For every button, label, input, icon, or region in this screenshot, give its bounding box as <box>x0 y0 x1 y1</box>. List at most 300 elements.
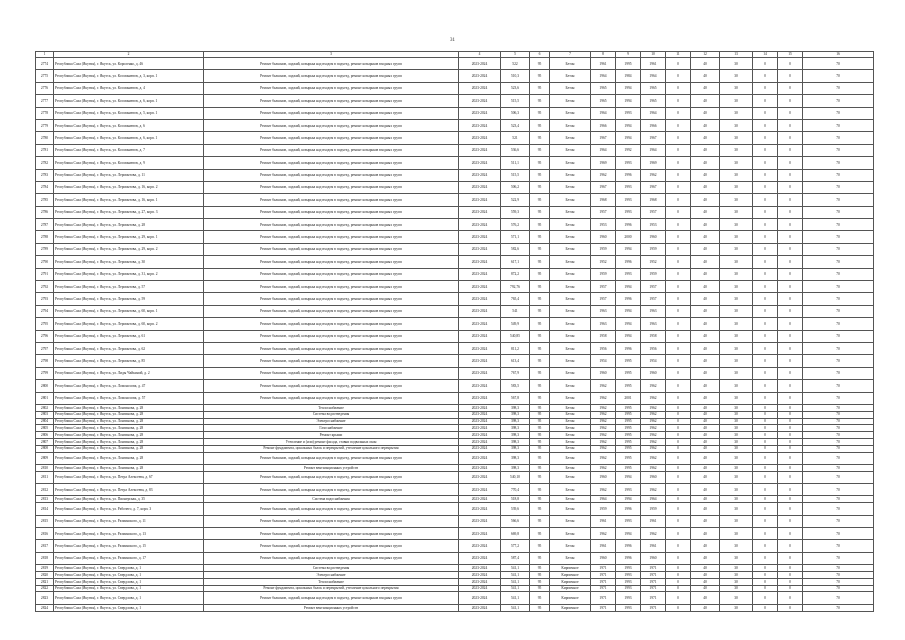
address-cell: Республика Саха (Якутия), г. Якутск, ул. Лонгинова, д. 28 <box>54 438 204 445</box>
total-cell: 70 <box>803 194 874 206</box>
year-cell: 1964 <box>641 70 666 82</box>
value-cell: 40 <box>691 318 720 330</box>
column-header: 8 <box>591 52 616 58</box>
year-last-repair-cell: 1993 <box>616 585 641 592</box>
year-last-repair-cell: 2001 <box>616 392 641 404</box>
area-cell: 549,9 <box>501 318 530 330</box>
value-cell: 0 <box>778 144 803 156</box>
year-cell: 1969 <box>641 157 666 169</box>
work-type-cell: Ремонт балконов, лоджий, козырька над входом в подъезд, ремонт козырьков входных групп <box>204 592 459 604</box>
value-cell: 95 <box>530 194 550 206</box>
year-last-repair-cell: 1993 <box>616 206 641 218</box>
address-cell: Республика Саха (Якутия), г. Якутск, ул. Лонгинова, д. 28 <box>54 464 204 471</box>
wall-material-cell: Бетон <box>550 256 591 268</box>
wall-material-cell: Бетон <box>550 425 591 432</box>
year-last-repair-cell: 1995 <box>616 452 641 464</box>
wall-material-cell: Бетон <box>550 206 591 218</box>
period-cell: 2023-2024 <box>459 342 501 354</box>
year-built-cell: 1971 <box>591 585 616 592</box>
year-built-cell: 1962 <box>591 425 616 432</box>
address-cell: Республика Саха (Якутия), г. Якутск, ул. Лермонтова, д. 29, корп. 1 <box>54 231 204 243</box>
value-cell: 0 <box>778 330 803 342</box>
value-cell: 40 <box>691 496 720 503</box>
total-cell: 70 <box>803 293 874 305</box>
area-cell: 617,1 <box>501 256 530 268</box>
row-number-cell: 2819 <box>36 565 54 572</box>
value-cell: 30 <box>720 565 753 572</box>
value-cell: 40 <box>691 119 720 131</box>
address-cell: Республика Саха (Якутия), г. Якутск, ул. Разминского, д. 17 <box>54 552 204 564</box>
row-number-cell: 2811 <box>36 471 54 483</box>
wall-material-cell: Кирпичное <box>550 565 591 572</box>
work-type-cell: Ремонт балконов, лоджий, козырька над входом в подъезд, ремонт козырьков входных групп <box>204 484 459 496</box>
table-row <box>36 330 874 342</box>
value-cell: 0 <box>753 432 778 439</box>
address-cell: Республика Саха (Якутия), г. Якутск, ул. Лермонтова, д. 29, корп. 2 <box>54 243 204 255</box>
address-cell: Республика Саха (Якутия), г. Якутск, ул. Лермонтова, д. 60, корп. 1 <box>54 305 204 317</box>
value-cell: 95 <box>530 484 550 496</box>
period-cell: 2023-2024 <box>459 268 501 280</box>
year-last-repair-cell: 1994 <box>616 471 641 483</box>
total-cell: 70 <box>803 432 874 439</box>
value-cell: 0 <box>778 231 803 243</box>
value-cell: 0 <box>666 540 691 552</box>
value-cell: 30 <box>720 144 753 156</box>
value-cell: 0 <box>778 293 803 305</box>
work-type-cell: Утепление и (или) ремонт фасада, ставни подвальных окон <box>204 438 459 445</box>
area-cell: 523,6 <box>501 82 530 94</box>
address-cell: Республика Саха (Якутия), г. Якутск, ул. Петра Алексеева, д. 67 <box>54 471 204 483</box>
value-cell: 40 <box>691 592 720 604</box>
total-cell: 70 <box>803 404 874 411</box>
address-cell: Республика Саха (Якутия), г. Якутск, ул. Космонавтов, д. 6, корп. 1 <box>54 95 204 107</box>
period-cell: 2023-2024 <box>459 432 501 439</box>
work-type-cell: Теплоснабжение <box>204 404 459 411</box>
value-cell: 0 <box>666 243 691 255</box>
row-number-cell: 2824 <box>36 604 54 611</box>
value-cell: 40 <box>691 411 720 418</box>
value-cell: 40 <box>691 305 720 317</box>
value-cell: 0 <box>666 144 691 156</box>
year-cell: 1962 <box>641 418 666 425</box>
value-cell: 95 <box>530 132 550 144</box>
work-type-cell: Ремонт балконов, лоджий, козырька над входом в подъезд, ремонт козырьков входных групп <box>204 318 459 330</box>
table-row <box>36 318 874 330</box>
year-last-repair-cell: 1996 <box>616 293 641 305</box>
value-cell: 30 <box>720 528 753 540</box>
address-cell: Республика Саха (Якутия), г. Якутск, ул. Космонавтов, д. 9 <box>54 157 204 169</box>
value-cell: 40 <box>691 82 720 94</box>
value-cell: 0 <box>753 418 778 425</box>
year-built-cell: 1959 <box>591 243 616 255</box>
total-cell: 70 <box>803 231 874 243</box>
year-built-cell: 1963 <box>591 318 616 330</box>
work-type-cell: Ремонт балконов, лоджий, козырька над входом в подъезд, ремонт козырьков входных групп <box>204 107 459 119</box>
value-cell: 0 <box>666 578 691 585</box>
value-cell: 0 <box>753 411 778 418</box>
period-cell: 2023-2024 <box>459 82 501 94</box>
year-last-repair-cell: 1993 <box>616 578 641 585</box>
value-cell: 30 <box>720 438 753 445</box>
area-cell: 541,1 <box>501 604 530 611</box>
value-cell: 0 <box>753 515 778 527</box>
value-cell: 0 <box>666 471 691 483</box>
value-cell: 0 <box>753 604 778 611</box>
year-cell: 1959 <box>641 503 666 515</box>
work-type-cell: Ремонт балконов, лоджий, козырька над входом в подъезд, ремонт козырьков входных групп <box>204 157 459 169</box>
year-cell: 1960 <box>641 231 666 243</box>
table-row <box>36 157 874 169</box>
table-row <box>36 484 874 496</box>
value-cell: 0 <box>778 119 803 131</box>
value-cell: 30 <box>720 318 753 330</box>
value-cell: 95 <box>530 452 550 464</box>
table-row <box>36 452 874 464</box>
period-cell: 2023-2024 <box>459 540 501 552</box>
period-cell: 2023-2024 <box>459 206 501 218</box>
value-cell: 30 <box>720 496 753 503</box>
year-cell: 1962 <box>641 484 666 496</box>
value-cell: 95 <box>530 107 550 119</box>
address-cell: Республика Саха (Якутия), г. Якутск, ул. Разминского, д. 11 <box>54 515 204 527</box>
row-number-cell: 2804 <box>36 418 54 425</box>
year-cell: 1968 <box>641 194 666 206</box>
year-built-cell: 1971 <box>591 578 616 585</box>
value-cell: 0 <box>753 132 778 144</box>
work-type-cell: Система водоснабжения <box>204 496 459 503</box>
wall-material-cell: Бетон <box>550 169 591 181</box>
area-cell: 518,8 <box>501 496 530 503</box>
value-cell: 0 <box>753 268 778 280</box>
value-cell: 95 <box>530 144 550 156</box>
wall-material-cell: Бетон <box>550 552 591 564</box>
row-number-cell: 2786 <box>36 206 54 218</box>
period-cell: 2023-2024 <box>459 293 501 305</box>
address-cell: Республика Саха (Якутия), г. Якутск, ул. Лермонтова, д. 28 <box>54 219 204 231</box>
address-cell: Республика Саха (Якутия), г. Якутск, ул. Ломоносова, д. 57 <box>54 392 204 404</box>
area-cell: 811,2 <box>501 342 530 354</box>
wall-material-cell: Бетон <box>550 471 591 483</box>
value-cell: 0 <box>666 515 691 527</box>
value-cell: 40 <box>691 342 720 354</box>
year-cell: 1971 <box>641 572 666 579</box>
row-number-cell: 2822 <box>36 585 54 592</box>
value-cell: 95 <box>530 565 550 572</box>
value-cell: 40 <box>691 243 720 255</box>
column-header: 3 <box>204 52 459 58</box>
value-cell: 30 <box>720 330 753 342</box>
value-cell: 0 <box>753 565 778 572</box>
area-cell: 398,3 <box>501 445 530 452</box>
year-built-cell: 1952 <box>591 256 616 268</box>
address-cell: Республика Саха (Якутия), г. Якутск, ул. Космонавтов, д. 7 <box>54 144 204 156</box>
year-built-cell: 1962 <box>591 445 616 452</box>
row-number-cell: 2784 <box>36 181 54 193</box>
row-number-cell: 2799 <box>36 367 54 379</box>
period-cell: 2023-2024 <box>459 305 501 317</box>
row-number-cell: 2788 <box>36 231 54 243</box>
year-built-cell: 1962 <box>591 392 616 404</box>
address-cell: Республика Саха (Якутия), г. Якутск, ул. Свердлова, д. 1 <box>54 585 204 592</box>
value-cell: 30 <box>720 503 753 515</box>
row-number-cell: 2807 <box>36 438 54 445</box>
value-cell: 0 <box>666 281 691 293</box>
value-cell: 30 <box>720 119 753 131</box>
area-cell: 541,1 <box>501 565 530 572</box>
address-cell: Республика Саха (Якутия), г. Якутск, ул. Космонавтов, д. 3, корп. 1 <box>54 70 204 82</box>
row-number-cell: 2808 <box>36 445 54 452</box>
value-cell: 0 <box>778 565 803 572</box>
wall-material-cell: Бетон <box>550 540 591 552</box>
year-built-cell: 1962 <box>591 404 616 411</box>
table-row <box>36 367 874 379</box>
value-cell: 0 <box>666 318 691 330</box>
year-last-repair-cell: 1993 <box>616 484 641 496</box>
value-cell: 95 <box>530 540 550 552</box>
value-cell: 40 <box>691 107 720 119</box>
total-cell: 70 <box>803 464 874 471</box>
value-cell: 0 <box>778 592 803 604</box>
column-header: 10 <box>641 52 666 58</box>
wall-material-cell: Бетон <box>550 82 591 94</box>
value-cell: 0 <box>666 194 691 206</box>
table-row <box>36 119 874 131</box>
address-cell: Республика Саха (Якутия), г. Якутск, ул. Лонгинова, д. 28 <box>54 404 204 411</box>
wall-material-cell: Кирпичное <box>550 604 591 611</box>
year-last-repair-cell: 1994 <box>616 281 641 293</box>
table-row <box>36 243 874 255</box>
total-cell: 70 <box>803 418 874 425</box>
year-built-cell: 1966 <box>591 119 616 131</box>
year-last-repair-cell: 2000 <box>616 231 641 243</box>
value-cell: 0 <box>666 425 691 432</box>
value-cell: 0 <box>753 540 778 552</box>
year-built-cell: 1964 <box>591 144 616 156</box>
wall-material-cell: Бетон <box>550 305 591 317</box>
value-cell: 40 <box>691 95 720 107</box>
value-cell: 0 <box>778 471 803 483</box>
year-last-repair-cell: 1995 <box>616 380 641 392</box>
value-cell: 30 <box>720 484 753 496</box>
value-cell: 40 <box>691 293 720 305</box>
value-cell: 0 <box>753 484 778 496</box>
value-cell: 0 <box>778 318 803 330</box>
column-header: 6 <box>530 52 550 58</box>
value-cell: 40 <box>691 392 720 404</box>
value-cell: 0 <box>778 552 803 564</box>
area-cell: 571,1 <box>501 231 530 243</box>
value-cell: 30 <box>720 432 753 439</box>
value-cell: 30 <box>720 445 753 452</box>
value-cell: 0 <box>666 565 691 572</box>
value-cell: 30 <box>720 219 753 231</box>
year-built-cell: 1962 <box>591 464 616 471</box>
value-cell: 0 <box>753 243 778 255</box>
area-cell: 515,5 <box>501 169 530 181</box>
value-cell: 40 <box>691 572 720 579</box>
year-cell: 1962 <box>641 411 666 418</box>
year-built-cell: 1957 <box>591 293 616 305</box>
wall-material-cell: Бетон <box>550 293 591 305</box>
address-cell: Республика Саха (Якутия), г. Якутск, ул. Свердлова, д. 1 <box>54 578 204 585</box>
total-cell: 70 <box>803 496 874 503</box>
value-cell: 40 <box>691 585 720 592</box>
year-last-repair-cell: 1994 <box>616 496 641 503</box>
value-cell: 0 <box>753 305 778 317</box>
address-cell: Республика Саха (Якутия), г. Якутск, ул. Лонгинова, д. 28 <box>54 445 204 452</box>
period-cell: 2023-2024 <box>459 181 501 193</box>
total-cell: 70 <box>803 281 874 293</box>
period-cell: 2023-2024 <box>459 496 501 503</box>
wall-material-cell: Бетон <box>550 418 591 425</box>
address-cell: Республика Саха (Якутия), г. Якутск, ул. Космонавтов, д. 6, корп. 1 <box>54 132 204 144</box>
year-cell: 1957 <box>641 293 666 305</box>
value-cell: 40 <box>691 438 720 445</box>
value-cell: 95 <box>530 268 550 280</box>
table-row <box>36 496 874 503</box>
table-row <box>36 194 874 206</box>
year-cell: 1962 <box>641 445 666 452</box>
value-cell: 30 <box>720 82 753 94</box>
year-built-cell: 1965 <box>591 82 616 94</box>
area-cell: 398,3 <box>501 404 530 411</box>
value-cell: 0 <box>778 540 803 552</box>
column-header: 14 <box>753 52 778 58</box>
value-cell: 95 <box>530 58 550 70</box>
value-cell: 0 <box>666 464 691 471</box>
wall-material-cell: Кирпичное <box>550 585 591 592</box>
value-cell: 95 <box>530 256 550 268</box>
value-cell: 30 <box>720 169 753 181</box>
work-type-cell: Ремонт балконов, лоджий, козырька над входом в подъезд, ремонт козырьков входных групп <box>204 219 459 231</box>
year-built-cell: 1962 <box>591 169 616 181</box>
year-last-repair-cell: 1994 <box>616 119 641 131</box>
year-cell: 1971 <box>641 604 666 611</box>
row-number-cell: 2806 <box>36 432 54 439</box>
address-cell: Республика Саха (Якутия), г. Якутск, ул. Лермонтова, д. 62 <box>54 342 204 354</box>
area-cell: 398,3 <box>501 425 530 432</box>
total-cell: 70 <box>803 256 874 268</box>
column-header: 1 <box>36 52 54 58</box>
value-cell: 0 <box>666 585 691 592</box>
period-cell: 2023-2024 <box>459 231 501 243</box>
value-cell: 0 <box>666 95 691 107</box>
row-number-cell: 2796 <box>36 330 54 342</box>
address-cell: Республика Саха (Якутия), г. Якутск, ул. Лермонтова, д. 30 <box>54 256 204 268</box>
value-cell: 0 <box>778 256 803 268</box>
value-cell: 30 <box>720 367 753 379</box>
year-last-repair-cell: 1995 <box>616 464 641 471</box>
value-cell: 0 <box>778 445 803 452</box>
address-cell: Республика Саха (Якутия), г. Якутск, ул. Лонгинова, д. 28 <box>54 432 204 439</box>
value-cell: 0 <box>666 367 691 379</box>
value-cell: 0 <box>666 392 691 404</box>
value-cell: 40 <box>691 194 720 206</box>
value-cell: 95 <box>530 330 550 342</box>
work-type-cell: Ремонт балконов, лоджий, козырька над входом в подъезд, ремонт козырьков входных групп <box>204 367 459 379</box>
year-last-repair-cell: 1996 <box>616 169 641 181</box>
year-built-cell: 1960 <box>591 231 616 243</box>
address-cell: Республика Саха (Якутия), г. Якутск, ул. Короленко, д. 46 <box>54 58 204 70</box>
table-row <box>36 578 874 585</box>
area-cell: 765,4 <box>501 293 530 305</box>
area-cell: 583,5 <box>501 380 530 392</box>
period-cell: 2023-2024 <box>459 515 501 527</box>
period-cell: 2023-2024 <box>459 256 501 268</box>
wall-material-cell: Бетон <box>550 380 591 392</box>
year-built-cell: 1964 <box>591 70 616 82</box>
wall-material-cell: Бетон <box>550 95 591 107</box>
value-cell: 0 <box>778 58 803 70</box>
table-row <box>36 219 874 231</box>
column-header: 13 <box>720 52 753 58</box>
value-cell: 30 <box>720 107 753 119</box>
area-cell: 541 <box>501 305 530 317</box>
period-cell: 2023-2024 <box>459 411 501 418</box>
period-cell: 2023-2024 <box>459 318 501 330</box>
work-type-cell: Электроснабжение <box>204 572 459 579</box>
year-cell: 1962 <box>641 392 666 404</box>
work-type-cell: Ремонт балконов, лоджий, козырька над входом в подъезд, ремонт козырьков входных групп <box>204 392 459 404</box>
table-row <box>36 82 874 94</box>
row-number-cell: 2789 <box>36 243 54 255</box>
column-header: 9 <box>616 52 641 58</box>
year-last-repair-cell: 1994 <box>616 95 641 107</box>
period-cell: 2023-2024 <box>459 169 501 181</box>
value-cell: 95 <box>530 418 550 425</box>
row-number-cell: 2814 <box>36 503 54 515</box>
period-cell: 2023-2024 <box>459 70 501 82</box>
value-cell: 40 <box>691 144 720 156</box>
value-cell: 0 <box>666 432 691 439</box>
value-cell: 0 <box>778 281 803 293</box>
total-cell: 70 <box>803 318 874 330</box>
work-type-cell: Ремонт балконов, лоджий, козырька над входом в подъезд, ремонт козырьков входных групп <box>204 515 459 527</box>
value-cell: 0 <box>753 404 778 411</box>
total-cell: 70 <box>803 132 874 144</box>
total-cell: 70 <box>803 572 874 579</box>
table-row <box>36 107 874 119</box>
value-cell: 0 <box>666 70 691 82</box>
value-cell: 95 <box>530 281 550 293</box>
value-cell: 30 <box>720 418 753 425</box>
year-last-repair-cell: 1993 <box>616 107 641 119</box>
wall-material-cell: Кирпичное <box>550 572 591 579</box>
total-cell: 70 <box>803 380 874 392</box>
value-cell: 0 <box>666 119 691 131</box>
year-cell: 1959 <box>641 243 666 255</box>
area-cell: 506,3 <box>501 107 530 119</box>
value-cell: 0 <box>666 438 691 445</box>
total-cell: 70 <box>803 445 874 452</box>
value-cell: 0 <box>753 144 778 156</box>
value-cell: 30 <box>720 540 753 552</box>
address-cell: Республика Саха (Якутия), г. Якутск, ул. Свердлова, д. 1 <box>54 572 204 579</box>
wall-material-cell: Бетон <box>550 411 591 418</box>
value-cell: 0 <box>753 552 778 564</box>
work-type-cell: Ремонт балконов, лоджий, козырька над входом в подъезд, ремонт козырьков входных групп <box>204 355 459 367</box>
value-cell: 0 <box>778 268 803 280</box>
value-cell: 0 <box>753 293 778 305</box>
table-row <box>36 592 874 604</box>
year-cell: 1959 <box>641 268 666 280</box>
year-last-repair-cell: 1995 <box>616 404 641 411</box>
wall-material-cell: Бетон <box>550 452 591 464</box>
value-cell: 0 <box>753 380 778 392</box>
area-cell: 541,1 <box>501 585 530 592</box>
value-cell: 0 <box>778 604 803 611</box>
value-cell: 95 <box>530 380 550 392</box>
